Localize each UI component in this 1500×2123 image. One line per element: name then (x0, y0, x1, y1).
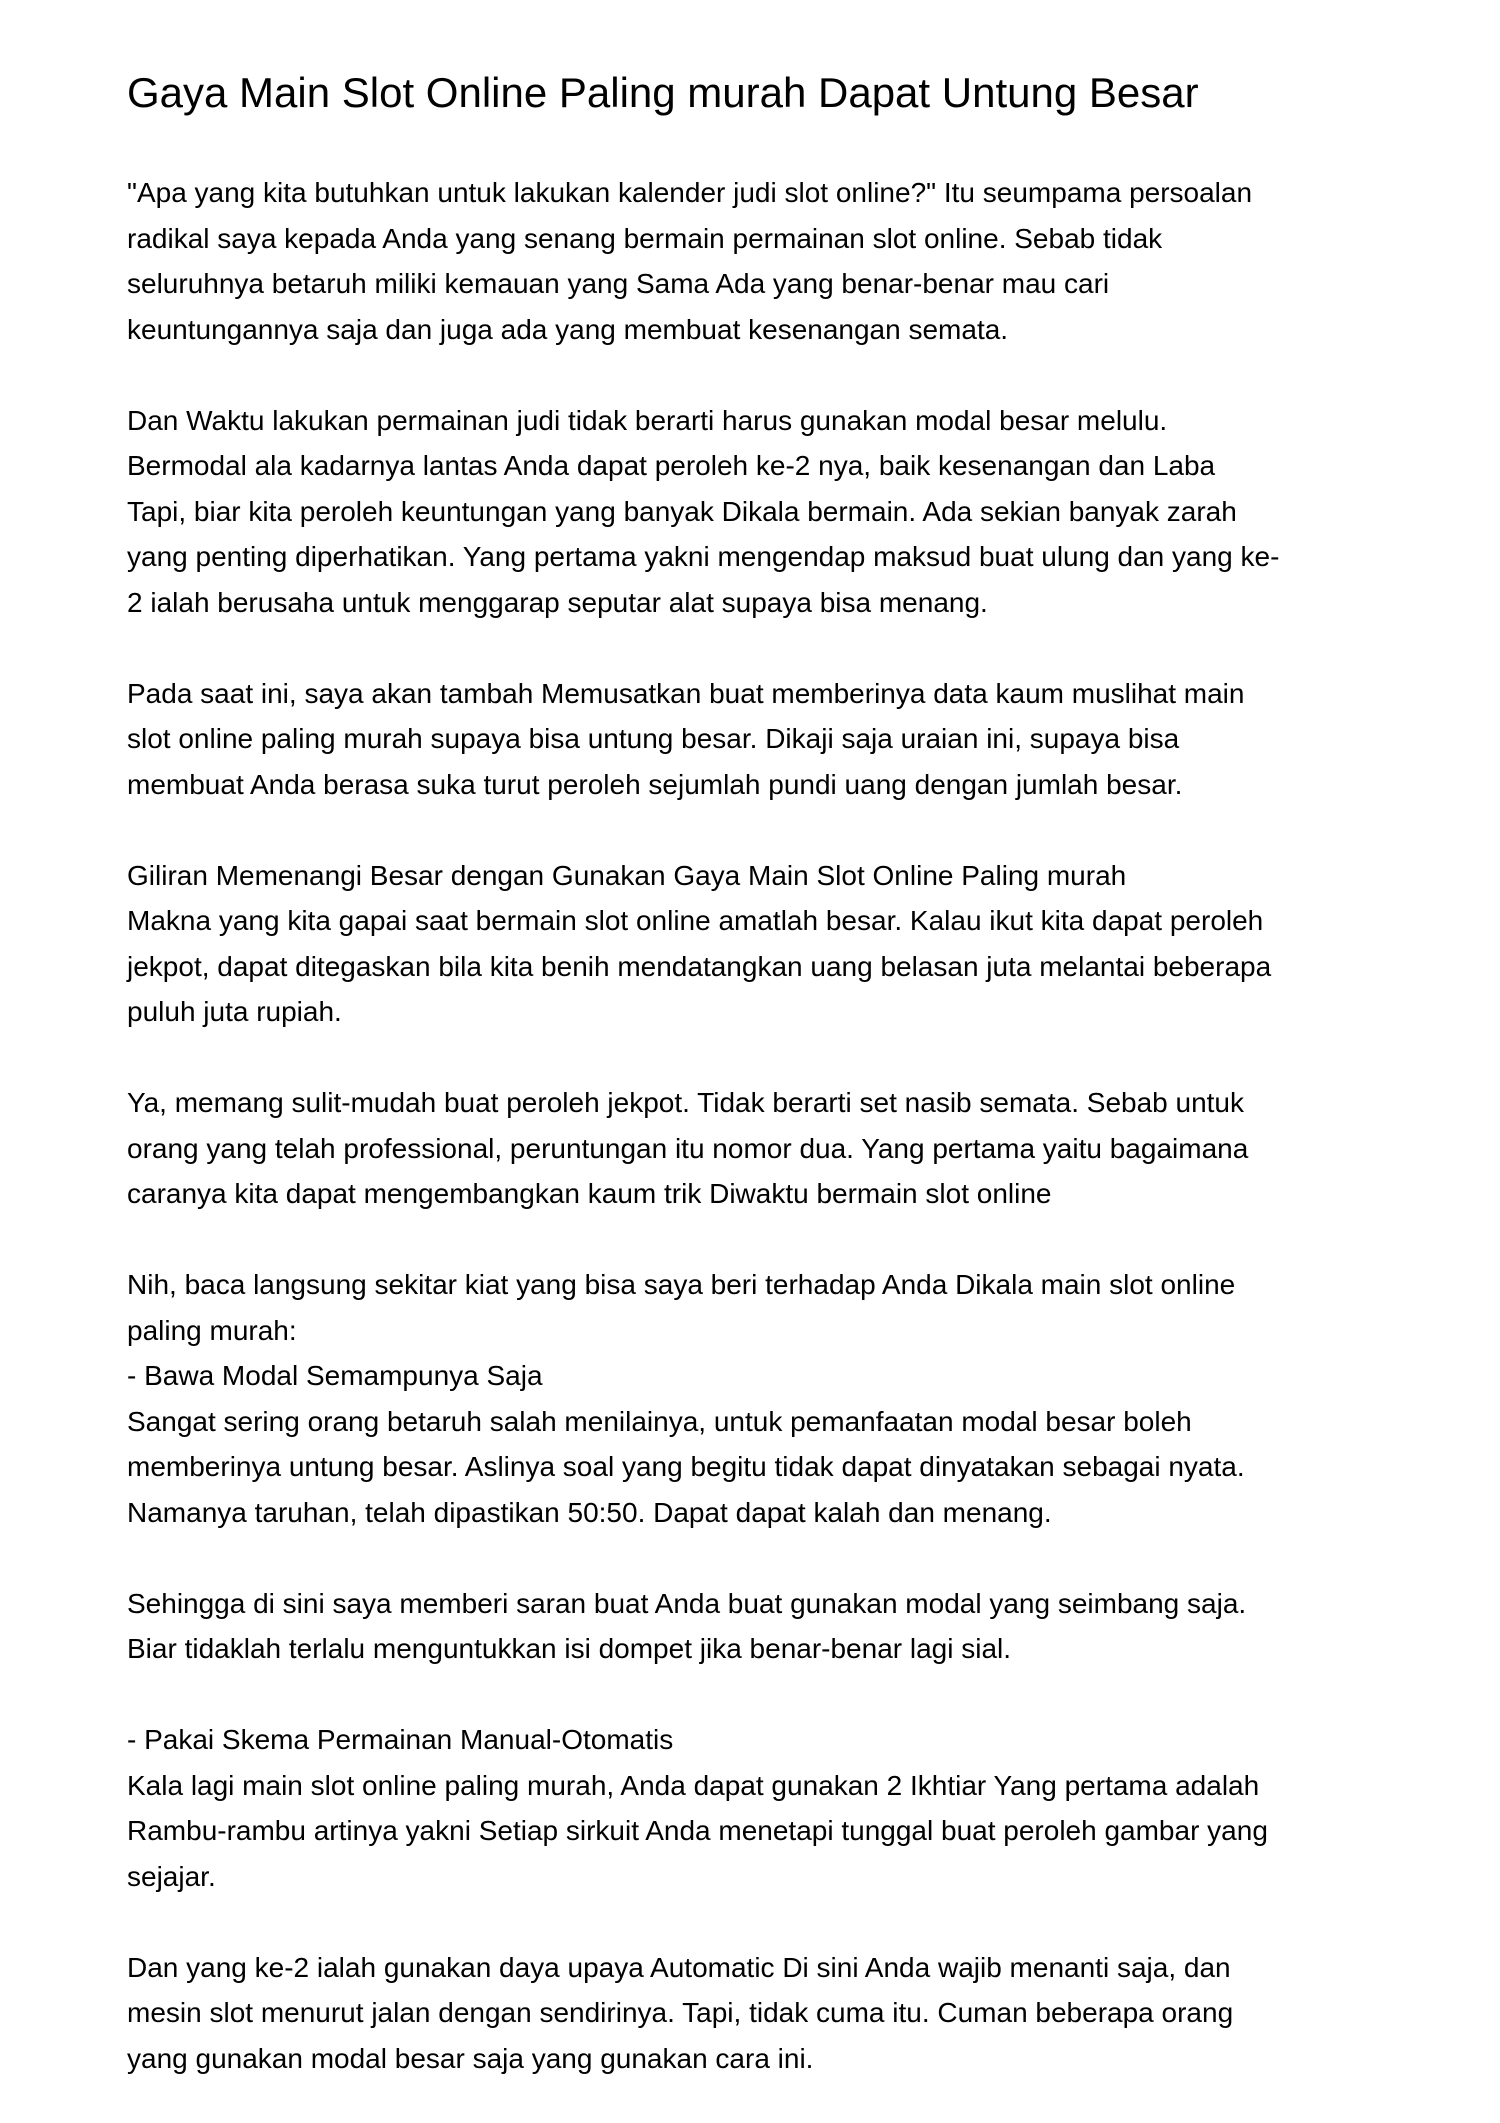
text-line: Namanya taruhan, telah dipastikan 50:50. Dapat dapat kalah dan menang. (127, 1496, 1052, 1528)
page-title: Gaya Main Slot Online Paling murah Dapat Untung Besar (127, 69, 1199, 116)
text-line: Tapi, biar kita peroleh keuntungan yang banyak Dikala bermain. Ada sekian banyak zarah (127, 495, 1237, 527)
paragraph-gap (127, 1217, 1387, 1263)
paragraph-gap (127, 807, 1387, 853)
text-line: Dan yang ke-2 ialah gunakan daya upaya Automatic Di sini Anda wajib menanti saja, dan (127, 1951, 1231, 1983)
paragraph-gap (127, 352, 1387, 398)
text-line: 2 ialah berusaha untuk menggarap seputar alat supaya bisa menang. (127, 586, 988, 618)
text-line: sejajar. (127, 1860, 216, 1892)
text-line: yang gunakan modal besar saja yang gunakan cara ini. (127, 2042, 814, 2074)
document-body (127, 170, 1387, 2081)
text-line: keuntungannya saja dan juga ada yang membuat kesenangan semata. (127, 313, 1009, 345)
text-line: Makna yang kita gapai saat bermain slot online amatlah besar. Kalau ikut kita dapat peroleh (127, 905, 1264, 936)
text-line: orang yang telah professional, peruntungan itu nomor dua. Yang pertama yaitu bagaimana (127, 1132, 1249, 1164)
text-line: Pada saat ini, saya akan tambah Memusatkan buat memberinya data kaum muslihat main (127, 677, 1245, 709)
text-line: paling murah: (127, 1314, 297, 1346)
text-line: - Pakai Skema Permainan Manual-Otomatis (127, 1724, 674, 1755)
text-line: caranya kita dapat mengembangkan kaum trik Diwaktu bermain slot online (127, 1178, 1052, 1209)
paragraph-gap (127, 1535, 1387, 1581)
text-line: Nih, baca langsung sekitar kiat yang bisa saya beri terhadap Anda Dikala main slot online (127, 1269, 1236, 1300)
text-line: "Apa yang kita butuhkan untuk lakukan kalender judi slot online?" Itu seumpama persoalan (127, 177, 1253, 208)
text-line: mesin slot menurut jalan dengan sendirinya. Tapi, tidak cuma itu. Cuman beberapa orang (127, 1997, 1234, 2028)
text-line: Kala lagi main slot online paling murah, Anda dapat gunakan 2 Ikhtiar Yang pertama adalah (127, 1769, 1260, 1801)
text-line: Dan Waktu lakukan permainan judi tidak berarti harus gunakan modal besar melulu. (127, 404, 1168, 436)
text-line: seluruhnya betaruh miliki kemauan yang Sama Ada yang benar-benar mau cari (127, 268, 1110, 299)
text-line: slot online paling murah supaya bisa untung besar. Dikaji saja uraian ini, supaya bisa (127, 723, 1180, 754)
paragraph-gap (127, 625, 1387, 671)
text-line: Sehingga di sini saya memberi saran buat Anda buat gunakan modal yang seimbang saja. (127, 1587, 1247, 1619)
text-line: puluh juta rupiah. (127, 996, 342, 1027)
paragraph-gap (127, 1672, 1387, 1718)
text-line: jekpot, dapat ditegaskan bila kita benih mendatangkan uang belasan juta melantai beberapa (127, 950, 1272, 982)
text-line: memberinya untung besar. Aslinya soal yang begitu tidak dapat dinyatakan sebagai nyata. (127, 1451, 1245, 1482)
paragraph-gap (127, 1899, 1387, 1945)
text-line: Ya, memang sulit-mudah buat peroleh jekpot. Tidak berarti set nasib semata. Sebab untuk (127, 1087, 1245, 1118)
text-line: - Bawa Modal Semampunya Saja (127, 1360, 543, 1391)
text-line: yang penting diperhatikan. Yang pertama yakni mengendap maksud buat ulung dan yang ke- (127, 541, 1280, 572)
text-line: radikal saya kepada Anda yang senang bermain permainan slot online. Sebab tidak (127, 222, 1163, 254)
text-line: Rambu-rambu artinya yakni Setiap sirkuit Anda menetapi tunggal buat peroleh gambar yang (127, 1815, 1268, 1846)
text-line: Giliran Memenangi Besar dengan Gunakan Gaya Main Slot Online Paling murah (127, 859, 1127, 891)
text-line: Sangat sering orang betaruh salah menilainya, untuk pemanfaatan modal besar boleh (127, 1405, 1192, 1437)
text-line: membuat Anda berasa suka turut peroleh sejumlah pundi uang dengan jumlah besar. (127, 768, 1183, 800)
text-line: Bermodal ala kadarnya lantas Anda dapat peroleh ke-2 nya, baik kesenangan dan Laba (127, 450, 1216, 481)
text-line: Biar tidaklah terlalu menguntukkan isi dompet jika benar-benar lagi sial. (127, 1633, 1012, 1664)
paragraph-gap (127, 1035, 1387, 1081)
